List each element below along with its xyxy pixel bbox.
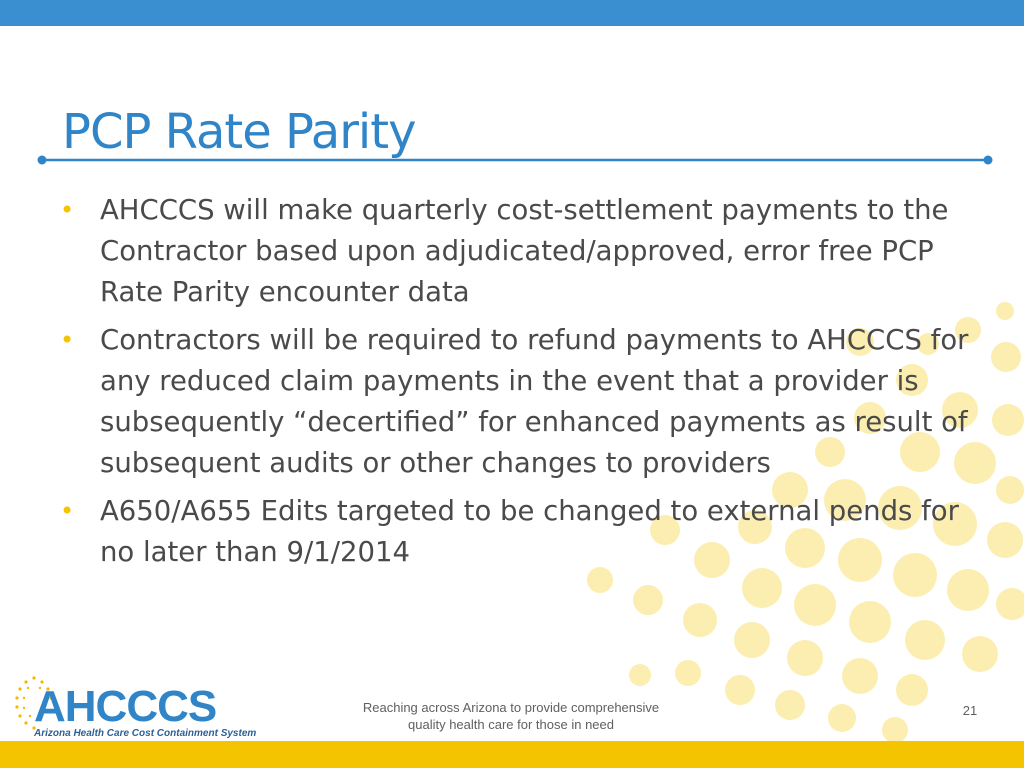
bullet-item	[56, 320, 986, 484]
bullet-text: Contractors will be required to refund payments to AHCCCS for any reduced claim payments in the event that a provider is subsequently “decertified” for enhanced payments as result of subsequent audits or other changes to providers	[100, 324, 969, 479]
tagline-line: Reaching across Arizona to provide comprehensive	[362, 700, 660, 715]
page-number: 21	[962, 703, 978, 718]
bullet-item	[56, 190, 986, 313]
bottom-accent-bar	[0, 741, 1024, 768]
bullet-item	[56, 491, 986, 573]
bullet-list	[56, 190, 986, 580]
logo-subtitle: Arizona Health Care Cost Containment System	[34, 728, 257, 739]
bullet-text: A650/A655 Edits targeted to be changed to external pends for no later than 9/1/2014	[100, 495, 959, 568]
bullet-text: AHCCCS will make quarterly cost-settlement payments to the Contractor based upon adjudicated/approved, error free PCP Rate Parity encounter data	[100, 194, 949, 308]
bullet-dot-icon: •	[60, 326, 75, 354]
logo-wordmark: AHCCCS	[34, 682, 217, 731]
bullet-dot-icon: •	[60, 497, 75, 525]
tagline-line: quality health care for those in need	[408, 717, 614, 732]
slide-title: PCP Rate Parity	[62, 104, 416, 160]
bullet-dot-icon: •	[60, 196, 75, 224]
footer-tagline	[330, 699, 692, 733]
